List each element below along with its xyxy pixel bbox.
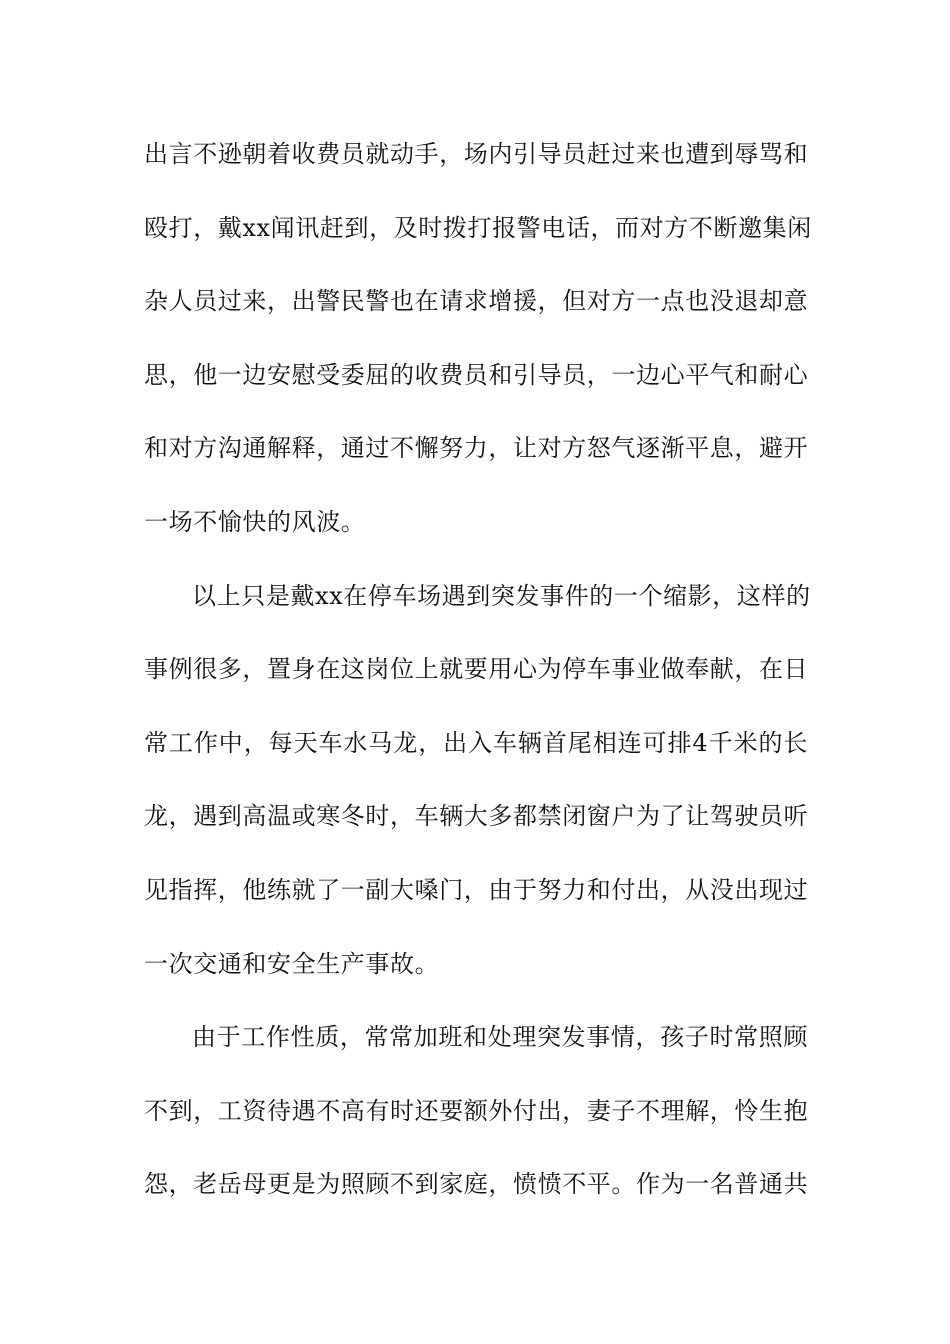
text-line-paragraph-end: 一场不愉快的风波。 <box>144 507 366 536</box>
text-line: 和对方沟通解释，通过不懈努力，让对方怒气逐渐平息，避开 <box>144 434 809 463</box>
text-line: 不到，工资待遇不高有时还要额外付出，妻子不理解，怜生抱 <box>144 1096 809 1125</box>
text-line: 杂人员过来，出警民警也在请求增援，但对方一点也没退却意 <box>144 287 809 316</box>
text-line-paragraph-start: 以上只是戴xx在停车场遇到突发事件的一个缩影，这样的 <box>192 581 811 610</box>
text-line-paragraph-start: 由于工作性质，常常加班和处理突发事情，孩子时常照顾 <box>192 1023 808 1052</box>
text-line: 常工作中，每天车水马龙，出入车辆首尾相连可排4千米的长 <box>144 728 808 757</box>
text-line: 怨，老岳母更是为照顾不到家庭，愤愤不平。作为一名普通共 <box>144 1170 809 1199</box>
text-line: 殴打，戴xx闻讯赶到，及时拨打报警电话，而对方不断邀集闲 <box>144 213 812 242</box>
text-line: 思，他一边安慰受委屈的收费员和引导员，一边心平气和耐心 <box>144 360 809 389</box>
text-line: 事例很多，置身在这岗位上就要用心为停车事业做奉献，在日 <box>144 655 809 684</box>
text-line: 龙，遇到高温或寒冬时，车辆大多都禁闭窗户为了让驾驶员听 <box>144 802 809 831</box>
text-line: 见指挥，他练就了一副大嗓门，由于努力和付出，从没出现过 <box>144 875 809 904</box>
text-line: 出言不逊朝着收费员就动手，场内引导员赶过来也遭到辱骂和 <box>144 140 809 168</box>
text-line-paragraph-end: 一次交通和安全生产事故。 <box>144 949 440 978</box>
body-text <box>144 124 812 1228</box>
